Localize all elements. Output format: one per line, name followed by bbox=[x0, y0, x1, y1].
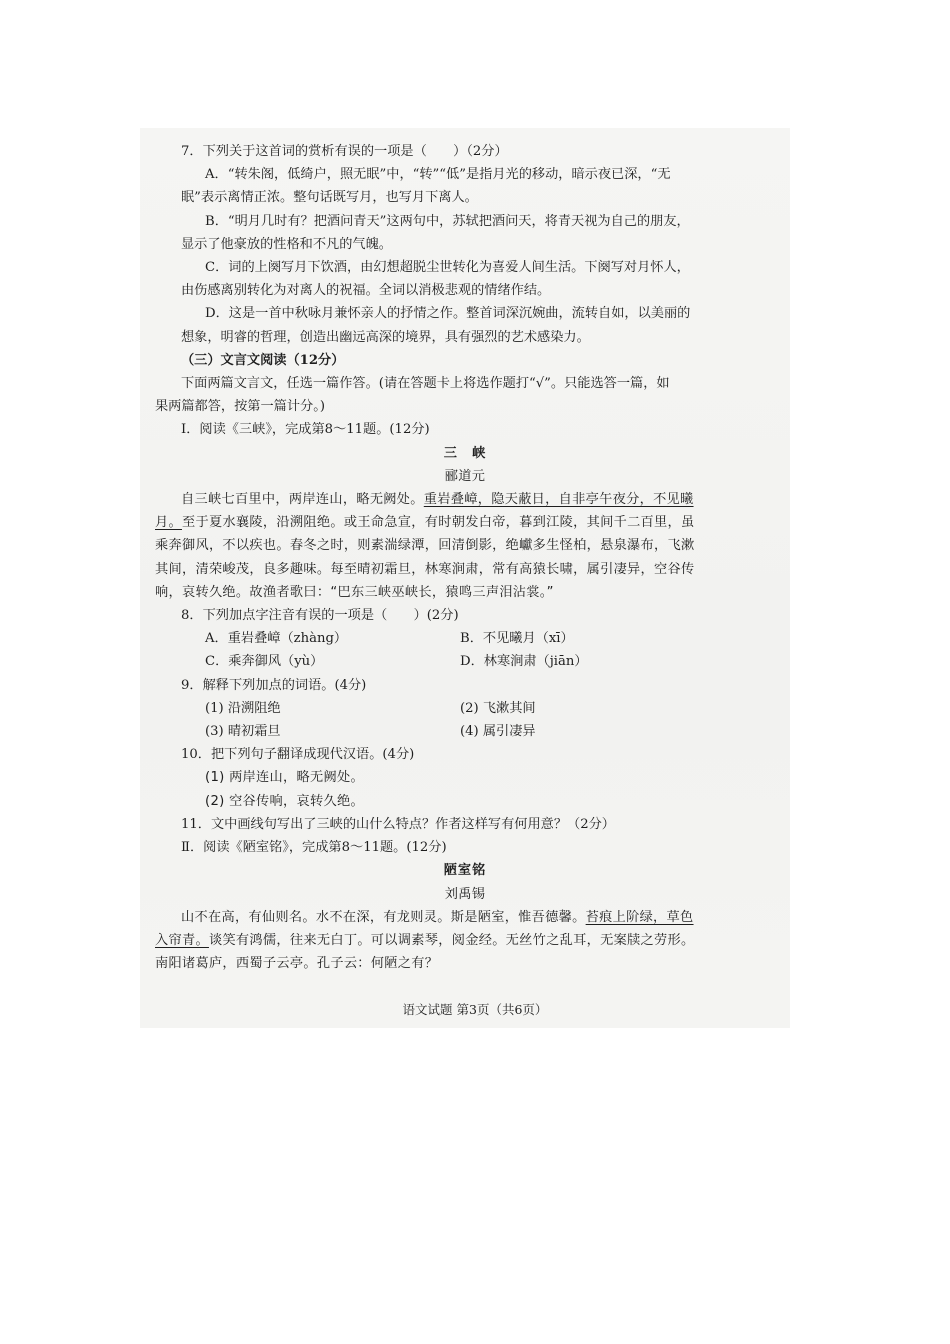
part1-passage-line1 bbox=[155, 488, 775, 511]
q7-option-b-line2: 显示了他豪放的性格和不凡的气魄。 bbox=[181, 236, 392, 252]
part1-passage-line5: 响，哀转久绝。故渔者歌曰：“巴东三峡巫峡长，猿鸣三声泪沾裳。” bbox=[155, 584, 554, 600]
underlined-sentence: 苔痕上阶绿，草色 bbox=[585, 909, 694, 925]
part1-author: 郦道元 bbox=[444, 468, 486, 484]
part1-passage-line3: 乘奔御风，不以疾也。春冬之时，则素湍绿潭，回清倒影，绝巘多生怪柏，悬泉瀑布，飞漱 bbox=[155, 538, 695, 554]
page-content bbox=[155, 140, 775, 975]
underlined-sentence: 月。 bbox=[155, 515, 182, 531]
part2-author: 刘禹锡 bbox=[444, 886, 486, 902]
part2-passage-line3: 南阳诸葛庐，西蜀子云亭。孔子云：何陋之有？ bbox=[155, 956, 439, 972]
q9-items-row1 bbox=[155, 697, 775, 720]
q9-stem: 9．解释下列加点的词语。(4分) bbox=[181, 677, 367, 693]
passage-text: 山不在高，有仙则名。水不在深，有龙则灵。斯是陋室，惟吾德馨。 bbox=[181, 909, 586, 925]
part2-title: 陋室铭 bbox=[443, 863, 487, 879]
q10-item-2: (2) 空谷传响，哀转久绝。 bbox=[205, 793, 364, 809]
page-footer: 语文试题 第3页（共6页） bbox=[402, 1002, 548, 1017]
underlined-sentence: 入帘青。 bbox=[155, 932, 209, 948]
q7-option-c-line1: C．词的上阕写月下饮酒，由幻想超脱尘世转化为喜爱人间生活。下阕写对月怀人， bbox=[205, 260, 690, 276]
q10-item-1: (1) 两岸连山，略无阙处。 bbox=[205, 770, 364, 786]
q7-option-d-line2: 想象，明睿的哲理，创造出幽远高深的境界，具有强烈的艺术感染力。 bbox=[181, 329, 590, 345]
q9-item-3: (3) 晴初霜旦 bbox=[205, 724, 281, 740]
section-title: （三）文言文阅读（12分） bbox=[181, 352, 345, 368]
q8-options-row1 bbox=[155, 627, 775, 650]
q8-option-b: B．不见曦月（xī） bbox=[460, 631, 574, 647]
q9-items-row2 bbox=[155, 720, 775, 743]
q11-stem: 11．文中画线句写出了三峡的山什么特点？作者这样写有何用意？（2分） bbox=[181, 816, 615, 832]
part1-title: 三 峡 bbox=[443, 445, 487, 461]
part2-instruction: Ⅱ．阅读《陋室铭》，完成第8～11题。(12分) bbox=[181, 840, 447, 856]
passage-text: 谈笑有鸿儒，往来无白丁。可以调素琴，阅金经。无丝竹之乱耳，无案牍之劳形。 bbox=[208, 932, 695, 948]
q7-stem: 7．下列关于这首词的赏析有误的一项是（ ）（2分） bbox=[181, 144, 508, 159]
part1-passage-line4: 其间，清荣峻茂，良多趣味。每至晴初霜旦，林寒涧肃，常有高猿长啸，属引凄异，空谷传 bbox=[155, 561, 695, 577]
q9-item-1: (1) 沿溯阻绝 bbox=[205, 700, 281, 716]
q8-option-c: C．乘奔御风（yù） bbox=[205, 654, 324, 670]
passage-text: 至于夏水襄陵，沿溯阻绝。或王命急宣，有时朝发白帝，暮到江陵，其间千二百里，虽 bbox=[181, 515, 695, 531]
q9-item-4: (4) 属引凄异 bbox=[460, 724, 536, 740]
passage-text: 自三峡七百里中，两岸连山，略无阙处。 bbox=[181, 492, 424, 508]
part2-passage-line1 bbox=[155, 906, 775, 929]
q8-option-d: D．林寒涧肃（jiān） bbox=[460, 654, 588, 670]
part2-passage-line2 bbox=[155, 929, 775, 952]
part1-passage-line2 bbox=[155, 511, 775, 534]
section-intro-line1: 下面两篇文言文，任选一篇作答。(请在答题卡上将选作题打“√”。只能选答一篇，如 bbox=[181, 376, 670, 392]
part1-instruction: Ⅰ．阅读《三峡》，完成第8～11题。(12分) bbox=[181, 422, 430, 438]
underlined-sentence: 重岩叠嶂，隐天蔽日，自非亭午夜分，不见曦 bbox=[423, 492, 694, 508]
q7-option-a-line2: 眠”表示离情正浓。整句话既写月，也写月下离人。 bbox=[181, 190, 478, 206]
q8-options-row2 bbox=[155, 650, 775, 673]
q8-stem: 8．下列加点字注音有误的一项是（ ）(2分) bbox=[181, 608, 459, 624]
q7-option-d-line1: D．这是一首中秋咏月兼怀亲人的抒情之作。整首词深沉婉曲，流转自如，以美丽的 bbox=[205, 306, 691, 322]
q10-stem: 10．把下列句子翻译成现代汉语。(4分) bbox=[181, 747, 415, 763]
section-intro-line2: 果两篇都答，按第一篇计分。) bbox=[155, 399, 325, 415]
q9-item-2: (2) 飞漱其间 bbox=[460, 700, 536, 716]
q7-option-b-line1: B．“明月几时有？把酒问青天”这两句中，苏轼把酒问天，将青天视为自己的朋友， bbox=[205, 213, 690, 229]
q8-option-a: A．重岩叠嶂（zhàng） bbox=[205, 631, 348, 647]
q7-option-c-line2: 由伤感离别转化为对离人的祝福。全词以消极悲观的情绪作结。 bbox=[181, 283, 551, 299]
q7-option-a-line1: A．“转朱阁，低绮户，照无眠”中，“转”“低”是指月光的移动，暗示夜已深，“无 bbox=[205, 167, 671, 183]
